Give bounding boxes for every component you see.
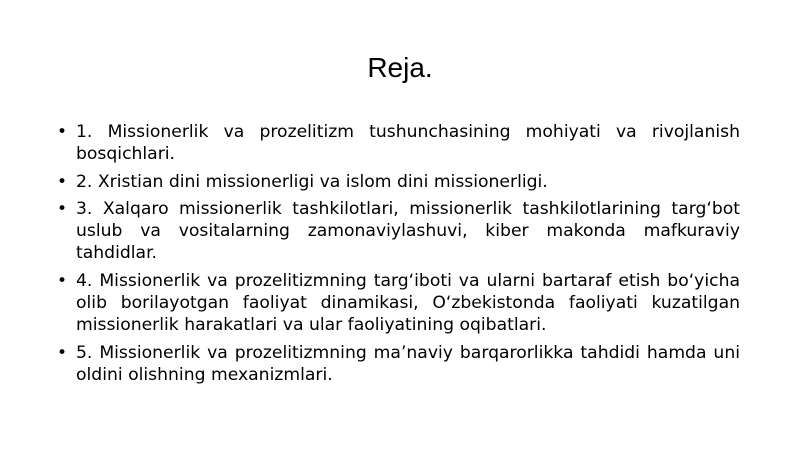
- agenda-item-text: 2. Xristian dini missionerligi va islom dini missionerligi.: [76, 171, 548, 192]
- bullet-icon: •: [57, 122, 68, 142]
- agenda-item-text: 5. Missionerlik va prozelitizmning ma’naviy barqarorlikka tahdidi hamda uni oldini olishning mexanizmlari.: [76, 342, 740, 385]
- bullet-icon: •: [57, 342, 68, 363]
- bullet-icon: •: [57, 198, 68, 219]
- agenda-item-4: [56, 270, 740, 337]
- agenda-item-1: [56, 121, 740, 166]
- agenda-item-text: 1. Missionerlik va prozelitizm tushunchasining mohiyati va rivojlanish bosqichlari.: [76, 122, 740, 165]
- slide-title: Reja.: [367, 52, 433, 83]
- agenda-item-text: 3. Xalqaro missionerlik tashkilotlari, missionerlik tashkilotlarining targ‘bot uslub va vositalarning zamonaviylashuvi, kiber makonda mafkuraviy tahdidlar.: [76, 198, 740, 264]
- agenda-item-3: [56, 198, 740, 265]
- bullet-icon: •: [57, 270, 68, 291]
- agenda-list: [56, 121, 740, 391]
- agenda-item-5: [56, 342, 740, 387]
- bullet-icon: •: [57, 171, 68, 192]
- agenda-item-text: 4. Missionerlik va prozelitizmning targ‘iboti va ularni bartaraf etish bo‘yicha olib borilayotgan faoliyat dinamikasi, O‘zbekistonda faoliyati kuzatilgan missionerlik harakatlari va ular faoliyatining oqibatlari.: [76, 270, 740, 336]
- agenda-item-2: [56, 171, 740, 193]
